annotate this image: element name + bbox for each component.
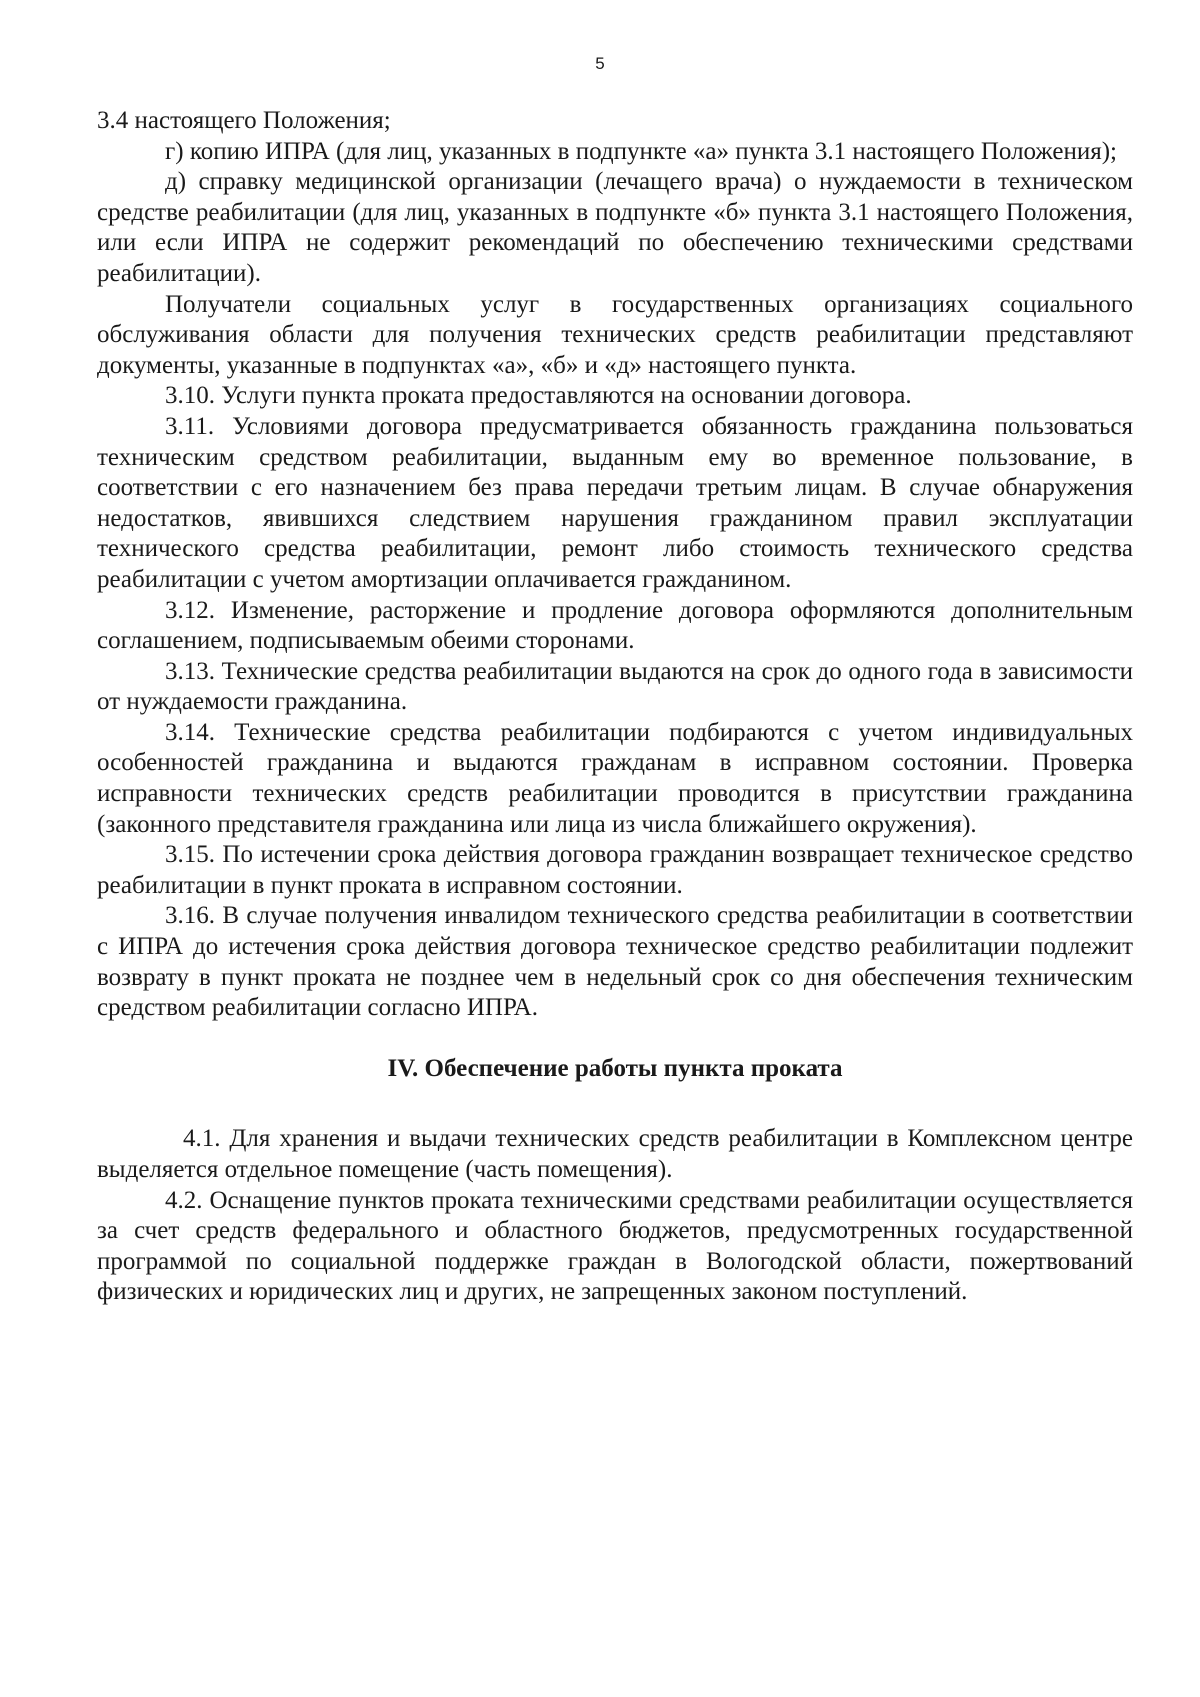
- paragraph-3-14: 3.14. Технические средства реабилитации подбираются с учетом индивидуальных особенностей гражданина и выдаются гражданам в исправном состоянии. Проверка исправности технических средств реабилитации проводится в присутствии гражданина (законного представителя гражданина или лица из числа ближайшего окружения).: [97, 718, 1133, 838]
- paragraph-item-g: г) копию ИПРА (для лиц, указанных в подпункте «а» пункта 3.1 настоящего Положения);: [165, 137, 1117, 165]
- paragraph-3-10: 3.10. Услуги пункта проката предоставляются на основании договора.: [165, 382, 912, 410]
- paragraph-item-d: д) справку медицинской организации (лечащего врача) о нуждаемости в техническом средстве реабилитации (для лиц, указанных в подпункте «б» пункта 3.1 настоящего Положения, или если ИПРА не содержит рекомендаций по обеспечению техническими средствами реабилитации).: [97, 168, 1133, 287]
- paragraph-3-16: 3.16. В случае получения инвалидом технического средства реабилитации в соответствии с ИПРА до истечения срока действия договора техническое средство реабилитации подлежит возврату в пункт проката не позднее чем в недельный срок со дня обеспечения техническим средством реабилитации согласно ИПРА.: [97, 902, 1133, 1022]
- paragraph-3-13: 3.13. Технические средства реабилитации выдаются на срок до одного года в зависимости от нуждаемости гражданина.: [97, 657, 1133, 716]
- paragraph-continuation: 3.4 настоящего Положения;: [97, 107, 391, 134]
- paragraph-3-12: 3.12. Изменение, расторжение и продление договора оформляются дополнительным соглашением, подписываемым обеими сторонами.: [97, 596, 1133, 655]
- paragraph-3-11: 3.11. Условиями договора предусматривается обязанность гражданина пользоваться техническим средством реабилитации, выданным ему во временное пользование, в соответствии с его назначением без права передачи третьим лицам. В случае обнаружения недостатков, явившихся следствием нарушения гражданином правил эксплуатации технического средства реабилитации, ремонт либо стоимость технического средства реабилитации с учетом амортизации оплачивается гражданином.: [97, 412, 1133, 593]
- paragraph-3-15: 3.15. По истечении срока действия договора гражданин возвращает техническое средство реабилитации в пункт проката в исправном состоянии.: [97, 841, 1133, 899]
- section-heading: IV. Обеспечение работы пункта проката: [387, 1054, 843, 1082]
- paragraph-recipients: Получатели социальных услуг в государственных организациях социального обслуживания области для получения технических средств реабилитации представляют документы, указанные в подпунктах «а», «б» и «д» настоящего пункта.: [97, 290, 1133, 379]
- page-number: 5: [595, 54, 605, 73]
- paragraph-4-1: 4.1. Для хранения и выдачи технических средств реабилитации в Комплексном центре выделяется отдельное помещение (часть помещения).: [97, 1125, 1133, 1183]
- document-body: [97, 106, 1133, 1308]
- paragraph-4-2: 4.2. Оснащение пунктов проката техническими средствами реабилитации осуществляется за счет средств федерального и областного бюджетов, предусмотренных государственной программой по социальной поддержке граждан в Вологодской области, пожертвований физических и юридических лиц и других, не запрещенных законом поступлений.: [97, 1186, 1133, 1306]
